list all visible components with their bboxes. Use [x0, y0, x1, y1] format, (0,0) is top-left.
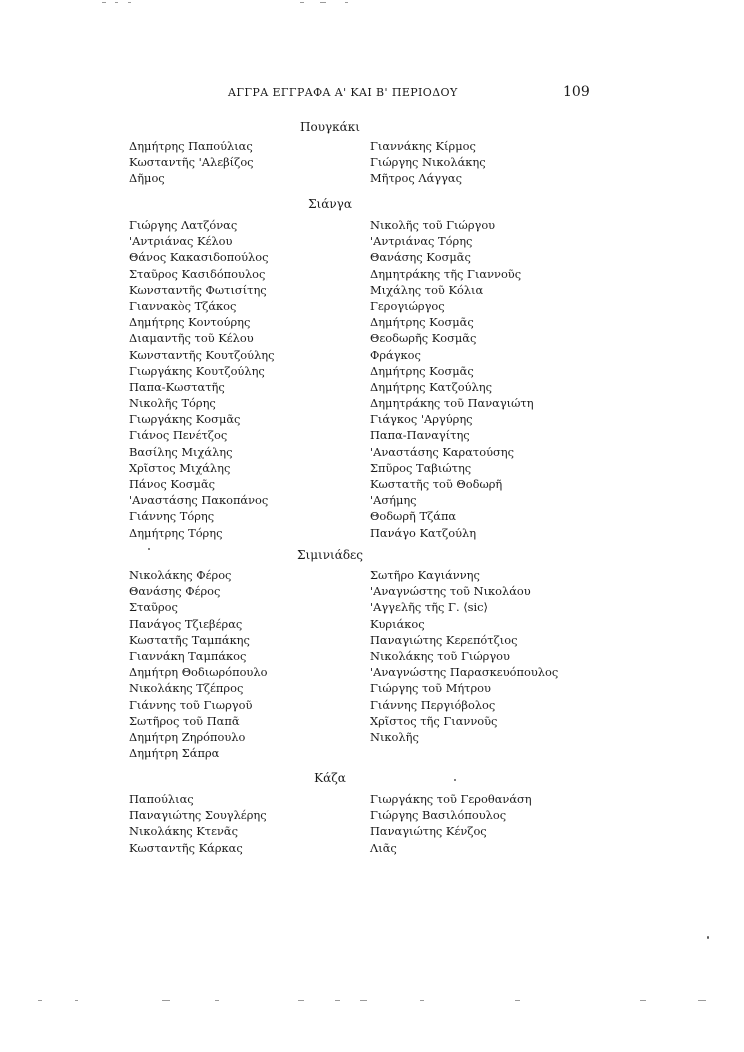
list-item: Νικολάκης Τζέπρος [129, 681, 244, 696]
list-item: 'Αναγνώστης τοῦ Νικολάου [370, 584, 531, 599]
list-item: Δημήτρη Σάπρα [129, 746, 220, 761]
scan-speck [707, 936, 709, 939]
list-item: Νικολάκης τοῦ Γιώργου [370, 648, 510, 663]
list-item: Γιάνος Πενέτζος [129, 428, 228, 443]
list-item: Παναγιώτης Κερεπότζιος [370, 632, 518, 647]
list-item: Παναγιώτης Σουγλέρης [129, 808, 267, 823]
list-item: Πάνος Κοσμᾶς [129, 477, 216, 491]
list-item: Γιώργης Νικολάκης [370, 155, 486, 170]
list-item: Κωνσταντῆς Φωτισίτης [129, 282, 267, 297]
list-item: Κωσταντῆς Κάρκας [129, 840, 243, 855]
list-item: Κωσταντῆς 'Αλεβίζος [129, 155, 254, 170]
list-item: Σωτῆρος τοῦ Παπᾶ [129, 713, 240, 728]
list-item: Γιαννάκης Κίρμος [370, 139, 476, 153]
list-item: Δημήτρη Θοδιωρόπουλο [129, 665, 268, 680]
running-head: ΑΓΓΡΑ ΕΓΓΡΑΦΑ Α' ΚΑΙ Β' ΠΕΡΙΟΔΟΥ [228, 86, 458, 99]
list-item: Γιωργάκης Κοσμᾶς [129, 412, 241, 427]
list-item: Γιάννης Περγιόβολος [370, 697, 496, 712]
list-item: Γιωργάκης τοῦ Γεροθανάση [370, 792, 532, 806]
list-item: Θανάσης Φέρος [129, 584, 221, 599]
list-item: Σταῦρος [129, 600, 178, 615]
list-item: Σταῦρος Κασιδόπουλος [129, 266, 266, 281]
list-item: Μιχάλης τοῦ Κόλια [370, 282, 484, 297]
list-item: Σωτῆρο Καγιάννης [370, 568, 480, 582]
list-item: Κωνσταντῆς Κουτζούλης [129, 347, 275, 362]
list-item: Γιαννάκη Ταμπάκος [129, 648, 247, 663]
list-item: Παπα-Κωστατῆς [129, 379, 225, 394]
list-item: Βασίλης Μιχάλης [129, 444, 233, 459]
right-column-list [370, 791, 532, 856]
list-item: Παπα-Παναγίτης [370, 428, 470, 443]
list-item: Παπούλιας [129, 792, 194, 806]
list-item: Πανάγο Κατζούλη [370, 525, 477, 540]
list-item: 'Αναστάσης Καρατούσης [370, 444, 514, 459]
list-item: Δημήτρης Κοσμᾶς [370, 315, 474, 330]
list-item: 'Αναγνώστης Παρασκευόπουλος [370, 665, 559, 680]
list-item: Νικολῆς [370, 729, 419, 744]
top-edge-marks [0, 2, 744, 8]
right-column-list [370, 567, 558, 745]
list-item: Γιώργης Λατζόνας [129, 218, 238, 232]
list-item: Δημήτρης Κατζούλης [370, 379, 492, 394]
list-item: Δημητράκης τῆς Γιαννοῦς [370, 266, 522, 281]
list-item: 'Αντριάνας Τόρης [370, 234, 473, 249]
list-item: Πανάγος Τζιεβέρας [129, 616, 243, 631]
list-item: Κυριάκος [370, 616, 425, 631]
scan-speck [454, 779, 456, 781]
list-item: Νικολάκης Φέρος [129, 568, 232, 582]
list-item: Δημητράκης τοῦ Παναγιώτη [370, 396, 534, 411]
list-item: Δῆμος [129, 171, 165, 186]
list-item: Δημήτρη Ζηρόπουλο [129, 729, 246, 744]
list-item: Γιάννης τοῦ Γιωργοῦ [129, 697, 253, 712]
list-item: Μῆτρος Λάγγας [370, 171, 462, 186]
section-title: Σιάνγα [308, 197, 352, 211]
section-title: Κάζα [314, 771, 346, 785]
list-item: Δημήτρης Τόρης [129, 525, 223, 540]
page-number: 109 [563, 84, 590, 100]
scan-speck [148, 548, 150, 550]
section-title: Πουγκάκι [300, 120, 360, 134]
list-item: Δημήτρης Κοντούρης [129, 315, 251, 330]
list-item: Δημήτρης Παπούλιας [129, 139, 253, 153]
list-item: 'Αντριάνας Κέλου [129, 234, 233, 249]
list-item: Γερογιώργος [370, 298, 445, 313]
list-item: Θάνος Κακασιδοπούλος [129, 250, 269, 265]
list-item: Διαμαντῆς τοῦ Κέλου [129, 331, 254, 346]
list-item: Γιωργάκης Κουτζούλης [129, 363, 265, 378]
list-item: Λιᾶς [370, 840, 397, 855]
list-item: Γιάγκος 'Αργύρης [370, 412, 473, 427]
list-item: Παναγιώτης Κένζος [370, 824, 487, 839]
bottom-edge-marks [0, 1000, 744, 1006]
section-title: Σιμινιάδες [297, 548, 363, 562]
left-column-list [129, 138, 254, 187]
list-item: Γιώργης Βασιλόπουλος [370, 808, 507, 823]
right-column-list [370, 217, 534, 541]
list-item: Κωστατῆς τοῦ Θοδωρῆ [370, 477, 503, 491]
list-item: Γιάννης Τόρης [129, 509, 215, 524]
right-column-list [370, 138, 486, 187]
list-item: Θεοδωρῆς Κοσμᾶς [370, 331, 477, 346]
list-item: Χρῖστος τῆς Γιαννοῦς [370, 713, 498, 728]
list-item: Νικολάκης Κτενᾶς [129, 824, 238, 839]
list-item: Θανάσης Κοσμᾶς [370, 250, 471, 265]
list-item: Νικολῆς τοῦ Γιώργου [370, 218, 496, 232]
list-item: Δημήτρης Κοσμᾶς [370, 363, 474, 378]
left-column-list [129, 791, 267, 856]
list-item: 'Ασήμης [370, 493, 417, 508]
list-item: Φράγκος [370, 347, 421, 362]
list-item: Χρῖστος Μιχάλης [129, 460, 231, 475]
left-column-list [129, 217, 275, 541]
list-item: 'Αγγελῆς τῆς Γ. ⟨sic⟩ [370, 600, 488, 615]
list-item: Θοδωρῆ Τζάπα [370, 509, 457, 524]
list-item: Κωστατῆς Ταμπάκης [129, 632, 250, 647]
list-item: Σπῦρος Ταβιώτης [370, 460, 472, 475]
list-item: Νικολῆς Τόρης [129, 396, 216, 411]
list-item: Γιαννακὸς Τζάκος [129, 298, 237, 313]
left-column-list [129, 567, 267, 761]
list-item: Γιώργης τοῦ Μήτρου [370, 681, 491, 696]
list-item: 'Αναστάσης Πακοπάνος [129, 493, 269, 508]
